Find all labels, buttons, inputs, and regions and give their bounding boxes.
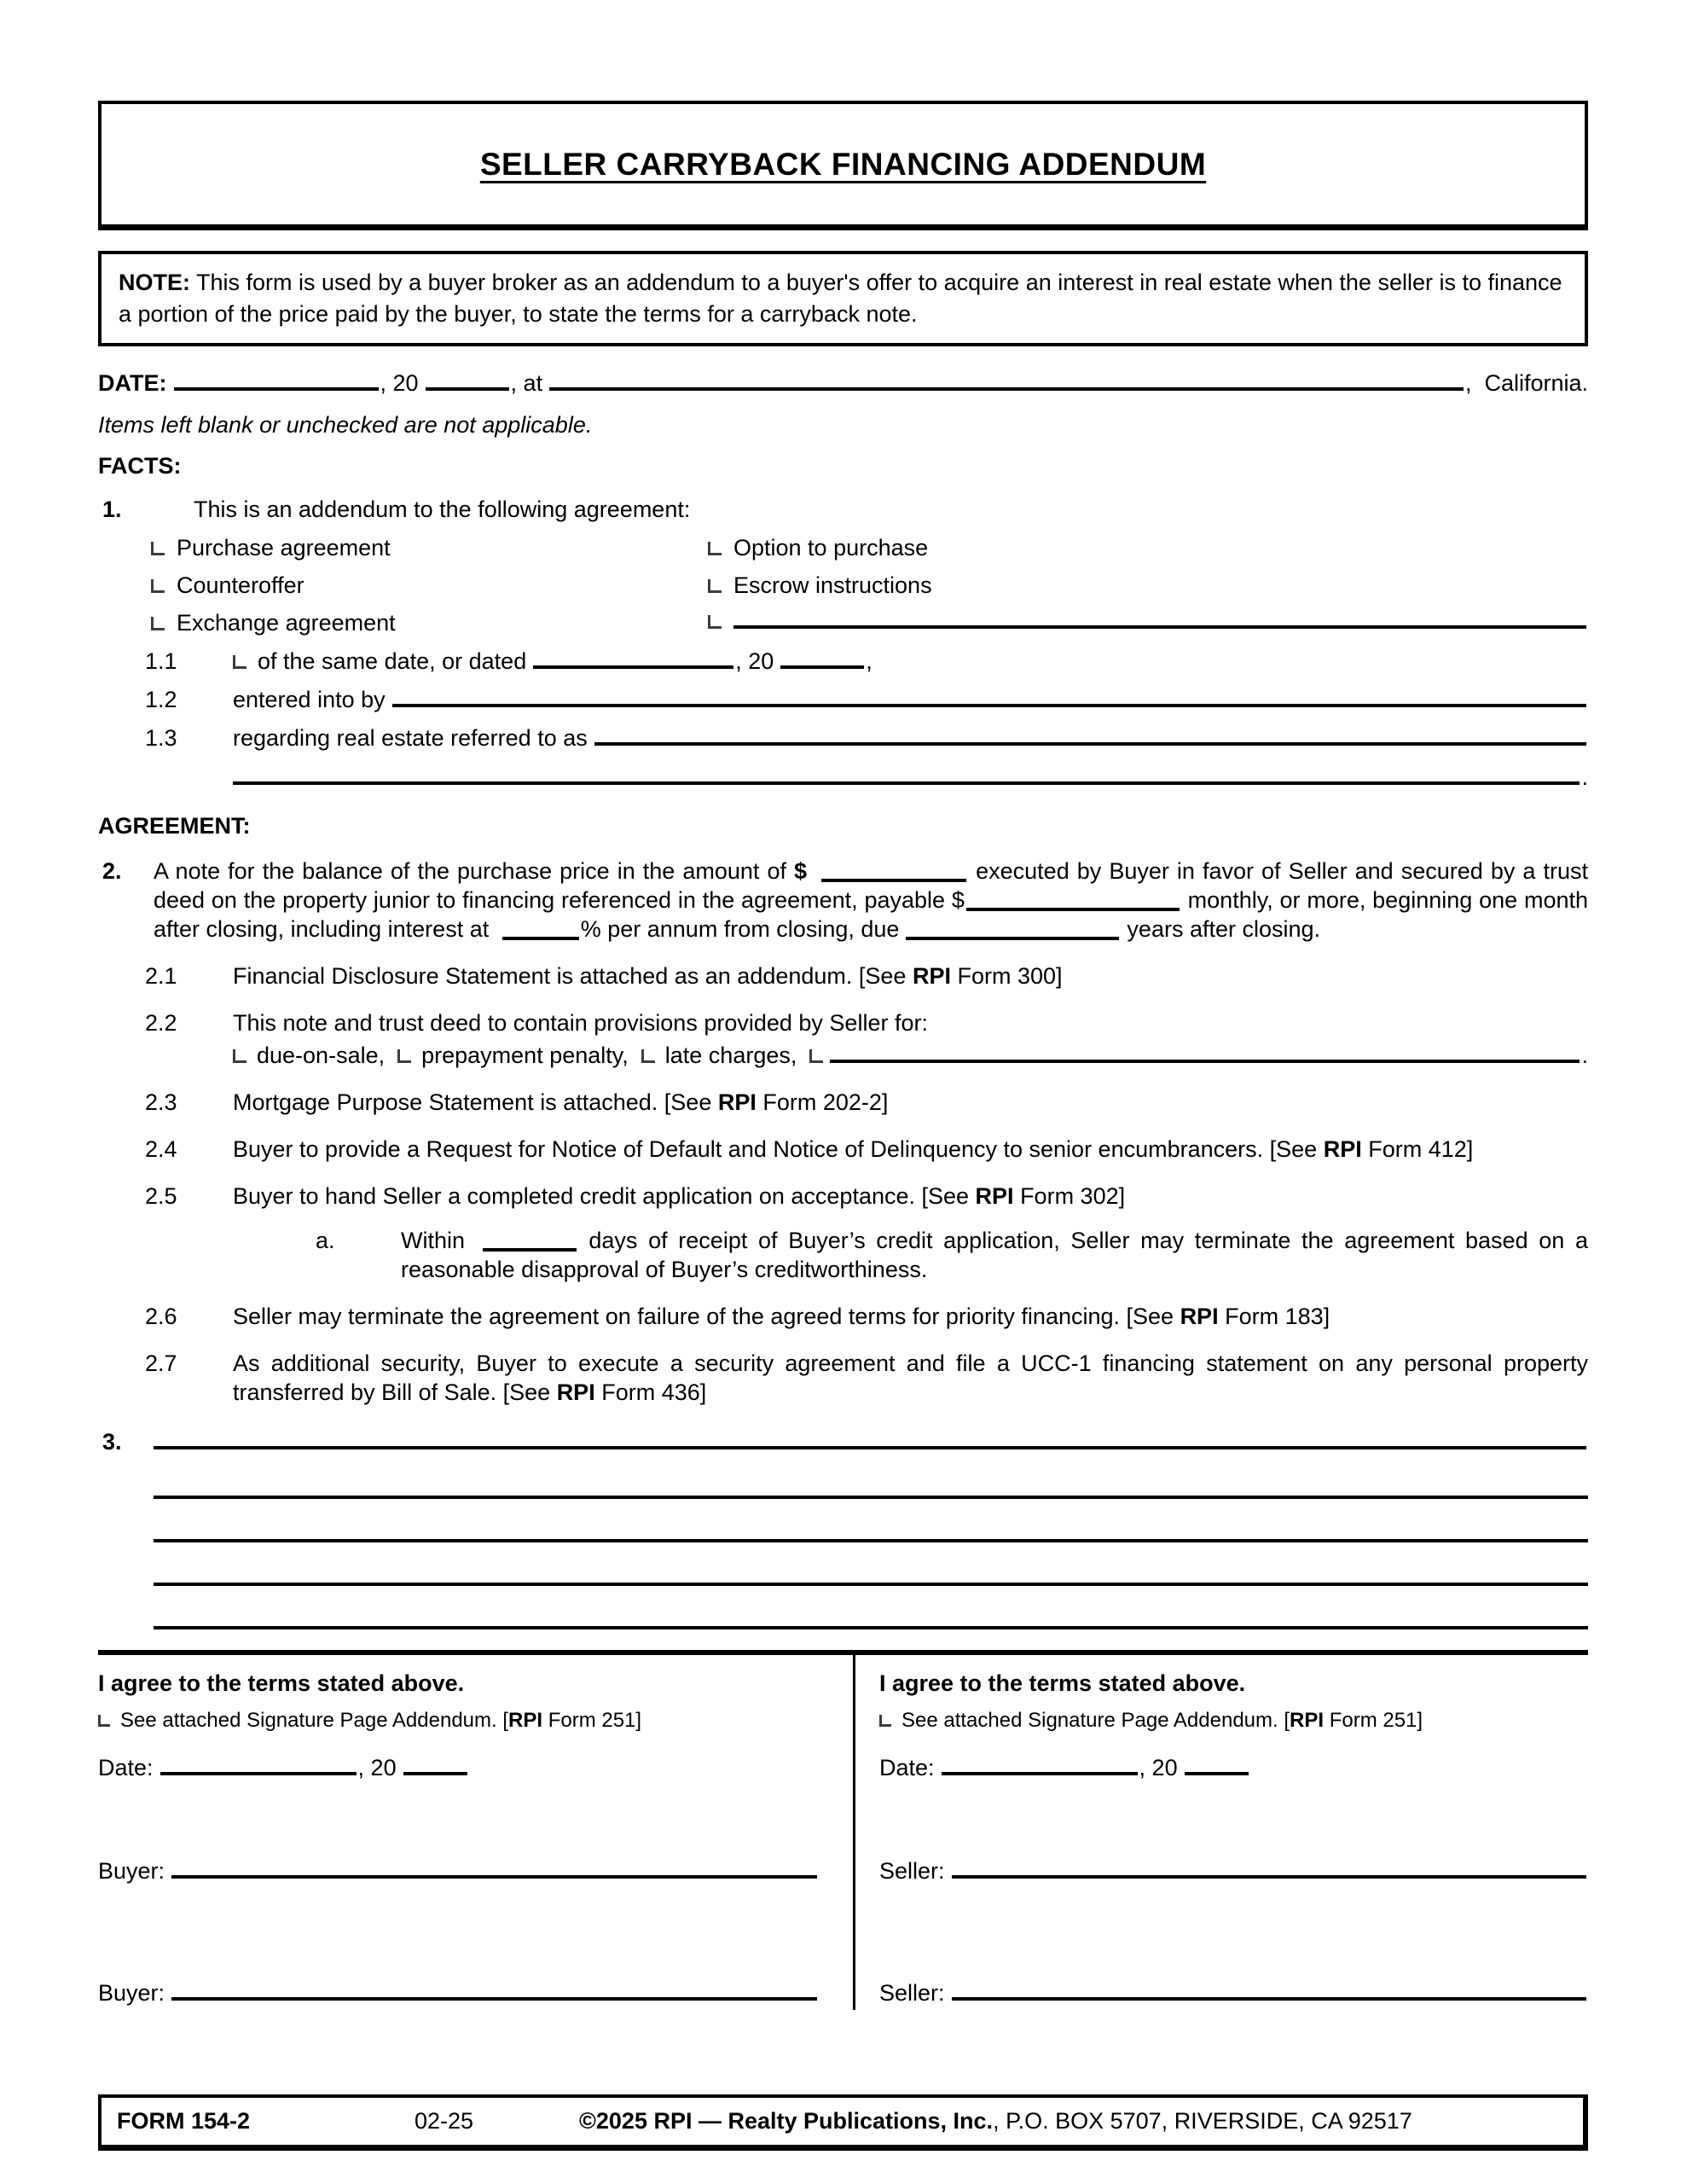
rpi-brand: RPI bbox=[912, 963, 951, 989]
seller-signature-row-1 bbox=[879, 1858, 1588, 1885]
attach-pre: See attached Signature Page Addendum. [ bbox=[901, 1709, 1290, 1732]
item-3 bbox=[98, 1429, 1588, 1455]
item-2-1-text: Financial Disclosure Statement is attached as an addendum. [See bbox=[233, 963, 913, 989]
checkbox-buyer-signature-addendum-icon[interactable] bbox=[98, 1715, 110, 1727]
period: . bbox=[1581, 1043, 1588, 1068]
item-1-2 bbox=[145, 687, 1588, 713]
item-3-line-4[interactable] bbox=[154, 1583, 1588, 1586]
date-label: Date: bbox=[879, 1755, 935, 1780]
item-2-4-text-end: Form 412] bbox=[1361, 1136, 1474, 1162]
option-label: Exchange agreement bbox=[177, 610, 396, 636]
seller-signature-field-2[interactable] bbox=[952, 1982, 1586, 2001]
item-1-text: This is an addendum to the following agreement: bbox=[194, 497, 691, 522]
checkbox-seller-signature-addendum-icon[interactable] bbox=[879, 1715, 891, 1727]
copyright bbox=[579, 2108, 1412, 2135]
real-estate-continued-field[interactable] bbox=[233, 766, 1580, 785]
attach-post: Form 251] bbox=[1324, 1709, 1423, 1732]
checkbox-option-to-purchase-icon[interactable] bbox=[708, 542, 722, 555]
buyer-signature-block bbox=[98, 1655, 853, 2010]
item-2-5-text-end: Form 302] bbox=[1013, 1183, 1126, 1209]
option-escrow-instructions bbox=[708, 572, 1588, 599]
rpi-brand: RPI bbox=[975, 1183, 1014, 1209]
buyer-signature-row-2 bbox=[98, 1980, 819, 2007]
date-label: Date: bbox=[98, 1755, 154, 1780]
item-number: 3. bbox=[102, 1429, 122, 1455]
buyer-attach-row bbox=[98, 1709, 819, 1733]
comma: , bbox=[866, 648, 872, 674]
item-2-7 bbox=[145, 1349, 1588, 1407]
item-number: 2.6 bbox=[145, 1304, 177, 1329]
item-2-5-a-text-end: days of receipt of Buyer’s credit application, Seller may terminate the agreement based on a reasonable disapproval of Buyer’s creditworthiness. bbox=[401, 1228, 1588, 1282]
item-2-p2: executed by Buyer in favor of Seller and secured by a trust deed on the property junior to financing referenced in the agreement, payable $ bbox=[154, 858, 1588, 913]
seller-signature-field-1[interactable] bbox=[952, 1860, 1586, 1879]
form-edition: 02-25 bbox=[415, 2108, 474, 2134]
option-label: Purchase agreement bbox=[177, 535, 391, 561]
buyer-agree-statement: I agree to the terms stated above. bbox=[98, 1670, 465, 1696]
period: . bbox=[1581, 764, 1588, 790]
option-label: late charges, bbox=[664, 1043, 797, 1068]
item-2-1 bbox=[145, 961, 1588, 990]
item-number: 1. bbox=[102, 497, 122, 522]
checkbox-late-charges-icon[interactable] bbox=[641, 1049, 655, 1063]
item-1-3-continuation bbox=[233, 764, 1588, 791]
item-number: 2.7 bbox=[145, 1350, 177, 1376]
rpi-brand: RPI bbox=[717, 1089, 757, 1115]
item-number: 1.2 bbox=[145, 687, 177, 712]
item-number: 2.4 bbox=[145, 1136, 177, 1162]
seller-date-field[interactable] bbox=[942, 1757, 1138, 1775]
form-title: SELLER CARRYBACK FINANCING ADDENDUM bbox=[479, 146, 1207, 182]
dated-field[interactable] bbox=[533, 650, 733, 669]
attach-pre: See attached Signature Page Addendum. [ bbox=[120, 1709, 509, 1732]
note-text: This form is used by a buyer broker as an addendum to a buyer's offer to acquire an interest in real estate when the seller is to finance a portion of the price paid by the buyer, to state the terms for a carryback note. bbox=[119, 270, 1562, 327]
seller-label: Seller: bbox=[879, 1858, 945, 1884]
option-counteroffer bbox=[151, 572, 708, 599]
item-1-1 bbox=[145, 648, 1588, 675]
form-title-box bbox=[98, 101, 1588, 230]
option-exchange-agreement bbox=[151, 610, 708, 636]
seller-date-year-field[interactable] bbox=[1185, 1757, 1249, 1775]
rpi-brand: RPI bbox=[1180, 1304, 1219, 1329]
item-1-1-text: of the same date, or dated bbox=[258, 648, 527, 674]
item-2-5-a-text: Within bbox=[401, 1228, 476, 1253]
option-purchase-agreement bbox=[151, 535, 708, 561]
credit-days-field[interactable] bbox=[483, 1233, 577, 1252]
item-3-line-2[interactable] bbox=[154, 1496, 1588, 1499]
buyer-signature-row-1 bbox=[98, 1858, 819, 1885]
item-number: 2. bbox=[102, 858, 122, 884]
item-2-p5: years after closing. bbox=[1120, 916, 1321, 942]
buyer-date-field[interactable] bbox=[160, 1757, 357, 1775]
buyer-date-year-field[interactable] bbox=[403, 1757, 467, 1775]
facts-heading: FACTS: bbox=[98, 453, 182, 479]
agreement-type-options bbox=[151, 535, 1588, 636]
copyright-address: , P.O. BOX 5707, RIVERSIDE, CA 92517 bbox=[993, 2108, 1412, 2134]
dollar-sign: $ bbox=[794, 858, 808, 884]
item-1-2-text: entered into by bbox=[233, 687, 386, 712]
rpi-brand: RPI bbox=[1323, 1136, 1362, 1162]
attach-post: Form 251] bbox=[542, 1709, 642, 1732]
year-prefix: , 20 bbox=[357, 1755, 397, 1780]
item-2-p3: monthly, or more, beginning one month after closing, including interest at bbox=[154, 887, 1588, 942]
seller-attach-row bbox=[879, 1709, 1588, 1733]
item-2-7-text: As additional security, Buyer to execute a security agreement and file a UCC-1 financing statement on any personal property transferred by Bill of Sale. [See bbox=[233, 1350, 1588, 1405]
buyer-signature-field-1[interactable] bbox=[171, 1860, 817, 1879]
buyer-label: Buyer: bbox=[98, 1980, 165, 2006]
checkbox-escrow-instructions-icon[interactable] bbox=[708, 579, 722, 593]
date-suffix: , California. bbox=[1464, 370, 1588, 396]
interest-rate-field[interactable] bbox=[502, 921, 579, 940]
item-number: 2.3 bbox=[145, 1089, 177, 1115]
instructions-note: Items left blank or unchecked are not applicable. bbox=[98, 412, 593, 438]
dated-year-field[interactable] bbox=[780, 650, 864, 669]
agreement-heading: AGREEMENT: bbox=[98, 813, 251, 839]
rpi-brand: RPI bbox=[508, 1709, 543, 1732]
checkbox-other-provision-icon[interactable] bbox=[809, 1049, 823, 1063]
option-option-to-purchase bbox=[708, 535, 1588, 561]
seller-signature-row-2 bbox=[879, 1980, 1588, 2007]
item-2-3-text: Mortgage Purpose Statement is attached. [See bbox=[233, 1089, 718, 1115]
date-at-label: , at bbox=[510, 370, 543, 396]
checkbox-same-date-icon[interactable] bbox=[233, 655, 246, 669]
item-2-3 bbox=[145, 1088, 1588, 1117]
copyright-publisher: ©2025 RPI — Realty Publications, Inc. bbox=[579, 2108, 994, 2134]
item-2-1-text-end: Form 300] bbox=[950, 963, 1063, 989]
form-id: FORM 154-2 bbox=[117, 2108, 251, 2134]
item-2-7-text-end: Form 436] bbox=[594, 1380, 707, 1405]
item-number: 1.1 bbox=[145, 648, 177, 674]
option-label: prepayment penalty, bbox=[421, 1043, 629, 1068]
date-day-field[interactable] bbox=[174, 372, 379, 391]
item-number: 2.1 bbox=[145, 963, 177, 989]
item-2-p4: % per annum from closing, due bbox=[580, 916, 906, 942]
option-label: Option to purchase bbox=[733, 535, 929, 561]
note-label: NOTE: bbox=[119, 270, 190, 295]
buyer-signature-field-2[interactable] bbox=[171, 1982, 817, 2001]
item-2-2-text: This note and trust deed to contain provisions provided by Seller for: bbox=[233, 1010, 928, 1036]
item-2-5-text: Buyer to hand Seller a completed credit application on acceptance. [See bbox=[233, 1183, 976, 1209]
due-years-field[interactable] bbox=[906, 921, 1119, 940]
rpi-brand: RPI bbox=[556, 1380, 595, 1405]
seller-agree-statement: I agree to the terms stated above. bbox=[879, 1670, 1246, 1696]
date-year-prefix: , 20 bbox=[380, 370, 419, 396]
checkbox-exchange-agreement-icon[interactable] bbox=[151, 617, 165, 630]
note-amount-field[interactable] bbox=[821, 863, 966, 882]
item-2-2-options bbox=[233, 1041, 1588, 1070]
item-number: a. bbox=[316, 1228, 335, 1253]
other-agreement-field[interactable] bbox=[733, 610, 1586, 629]
item-number: 2.2 bbox=[145, 1010, 177, 1036]
seller-label: Seller: bbox=[879, 1980, 945, 2006]
item-2-5 bbox=[145, 1182, 1588, 1211]
item-3-line-1[interactable] bbox=[154, 1431, 1586, 1449]
checkbox-counteroffer-icon[interactable] bbox=[151, 579, 165, 593]
item-number: 1.3 bbox=[145, 725, 177, 751]
date-year-field[interactable] bbox=[426, 372, 509, 391]
form-footer bbox=[98, 2094, 1588, 2151]
item-2-4 bbox=[145, 1135, 1588, 1164]
other-provision-field[interactable] bbox=[830, 1044, 1580, 1063]
item-2-3-text-end: Form 202-2] bbox=[756, 1089, 889, 1115]
option-other-agreement bbox=[708, 610, 1588, 636]
year-prefix: , 20 bbox=[735, 648, 774, 674]
option-label: Counteroffer bbox=[177, 572, 304, 598]
item-2 bbox=[98, 857, 1588, 944]
item-2-6-text-end: Form 183] bbox=[1218, 1304, 1330, 1329]
seller-signature-block bbox=[853, 1655, 1588, 2010]
buyer-label: Buyer: bbox=[98, 1858, 165, 1884]
item-number: 2.5 bbox=[145, 1183, 177, 1209]
item-2-4-text: Buyer to provide a Request for Notice of Default and Notice of Delinquency to senior encumbrancers. [See bbox=[233, 1136, 1324, 1162]
real-estate-field[interactable] bbox=[594, 727, 1586, 746]
attach-text bbox=[901, 1709, 1423, 1733]
checkbox-due-on-sale-icon[interactable] bbox=[233, 1049, 246, 1063]
item-3-line-5[interactable] bbox=[154, 1626, 1588, 1629]
checkbox-other-agreement-icon[interactable] bbox=[708, 615, 722, 629]
entered-by-field[interactable] bbox=[392, 688, 1586, 707]
item-3-line-3[interactable] bbox=[154, 1539, 1588, 1542]
attach-text bbox=[120, 1709, 641, 1733]
checkbox-purchase-agreement-icon[interactable] bbox=[151, 542, 165, 555]
signature-section bbox=[98, 1655, 1588, 2010]
item-2-5-a bbox=[316, 1226, 1588, 1284]
item-1-3-text: regarding real estate referred to as bbox=[233, 725, 588, 751]
item-1-3 bbox=[145, 725, 1588, 752]
year-prefix: , 20 bbox=[1139, 1755, 1178, 1780]
item-2-6 bbox=[145, 1302, 1588, 1331]
item-2-text bbox=[154, 857, 1588, 944]
date-label: DATE: bbox=[98, 370, 167, 396]
payable-amount-field[interactable] bbox=[966, 892, 1180, 911]
note-box bbox=[98, 251, 1588, 346]
item-2-2 bbox=[145, 1008, 1588, 1070]
item-2-6-text: Seller may terminate the agreement on failure of the agreed terms for priority financing. [See bbox=[233, 1304, 1180, 1329]
item-1 bbox=[98, 497, 1588, 523]
seller-date-row bbox=[879, 1755, 1588, 1781]
checkbox-prepayment-penalty-icon[interactable] bbox=[397, 1049, 411, 1063]
date-row bbox=[98, 370, 1588, 397]
option-label: due-on-sale, bbox=[257, 1043, 386, 1068]
item-2-p1: A note for the balance of the purchase price in the amount of bbox=[154, 858, 786, 884]
rpi-brand: RPI bbox=[1290, 1709, 1325, 1732]
buyer-date-row bbox=[98, 1755, 819, 1781]
option-label: Escrow instructions bbox=[733, 572, 932, 598]
date-place-field[interactable] bbox=[549, 372, 1464, 391]
